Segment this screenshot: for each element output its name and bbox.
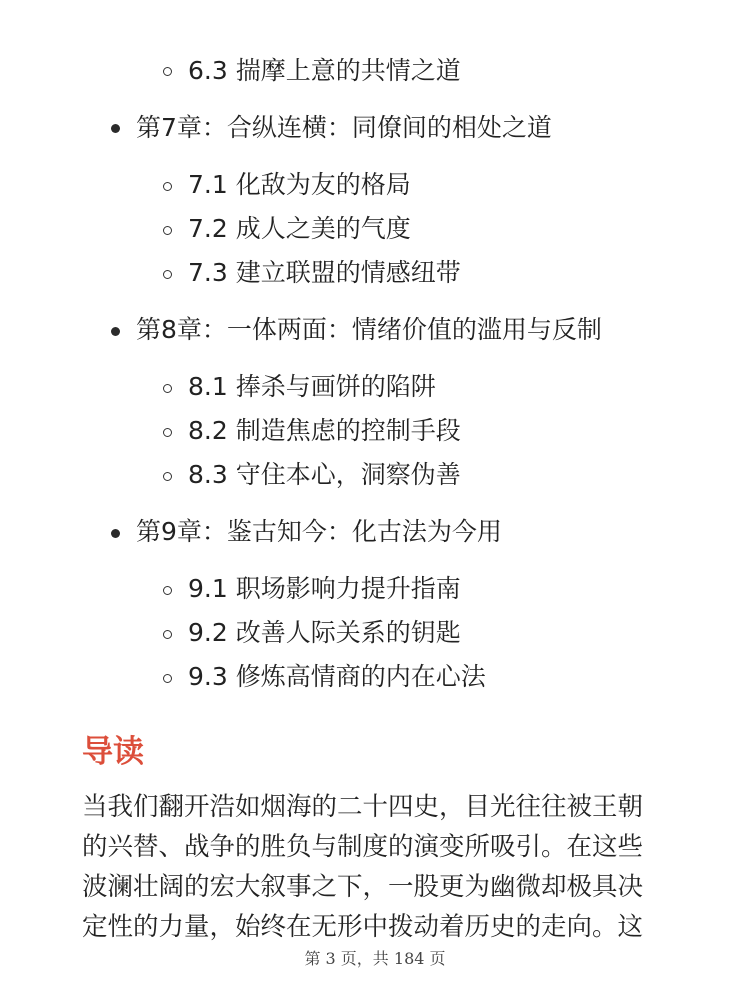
circle-bullet-icon: [163, 472, 172, 481]
paragraph-line: 当我们翻开浩如烟海的二十四史，目光往往被王朝: [82, 792, 644, 822]
circle-bullet-icon: [163, 226, 172, 235]
toc-chapter-item: 第9章：鉴古知今：化古法为今用: [136, 517, 502, 546]
toc-section-item: 8.2 制造焦虑的控制手段: [188, 416, 461, 445]
circle-bullet-icon: [163, 586, 172, 595]
toc-section-item: 6.3 揣摩上意的共情之道: [188, 56, 461, 85]
circle-bullet-icon: [163, 182, 172, 191]
toc-section-item: 8.1 捧杀与画饼的陷阱: [188, 372, 436, 401]
paragraph-line: 波澜壮阔的宏大叙事之下，一股更为幽微却极具决: [82, 872, 644, 902]
circle-bullet-icon: [163, 270, 172, 279]
circle-bullet-icon: [163, 630, 172, 639]
toc-section-item: 9.3 修炼高情商的内在心法: [188, 662, 486, 691]
toc-chapter-item: 第8章：一体两面：情绪价值的滥用与反制: [136, 315, 602, 344]
toc-section-item: 9.1 职场影响力提升指南: [188, 574, 461, 603]
circle-bullet-icon: [163, 674, 172, 683]
circle-bullet-icon: [163, 384, 172, 393]
toc-chapter-item: 第7章：合纵连横：同僚间的相处之道: [136, 113, 552, 142]
toc-section-item: 9.2 改善人际关系的钥匙: [188, 618, 461, 647]
circle-bullet-icon: [163, 428, 172, 437]
intro-heading: 导读: [82, 734, 144, 770]
toc-section-item: 7.1 化敌为友的格局: [188, 170, 411, 199]
disc-bullet-icon: [111, 124, 120, 133]
toc-section-item: 7.2 成人之美的气度: [188, 214, 411, 243]
disc-bullet-icon: [111, 327, 120, 336]
circle-bullet-icon: [163, 67, 172, 76]
paragraph-line: 的兴替、战争的胜负与制度的演变所吸引。在这些: [82, 832, 644, 862]
toc-section-item: 7.3 建立联盟的情感纽带: [188, 258, 461, 287]
disc-bullet-icon: [111, 529, 120, 538]
toc-section-item: 8.3 守住本心，洞察伪善: [188, 460, 461, 489]
page-number-footer: 第 3 页，共 184 页: [304, 949, 446, 968]
paragraph-line: 定性的力量，始终在无形中拨动着历史的走向。这: [82, 912, 644, 942]
